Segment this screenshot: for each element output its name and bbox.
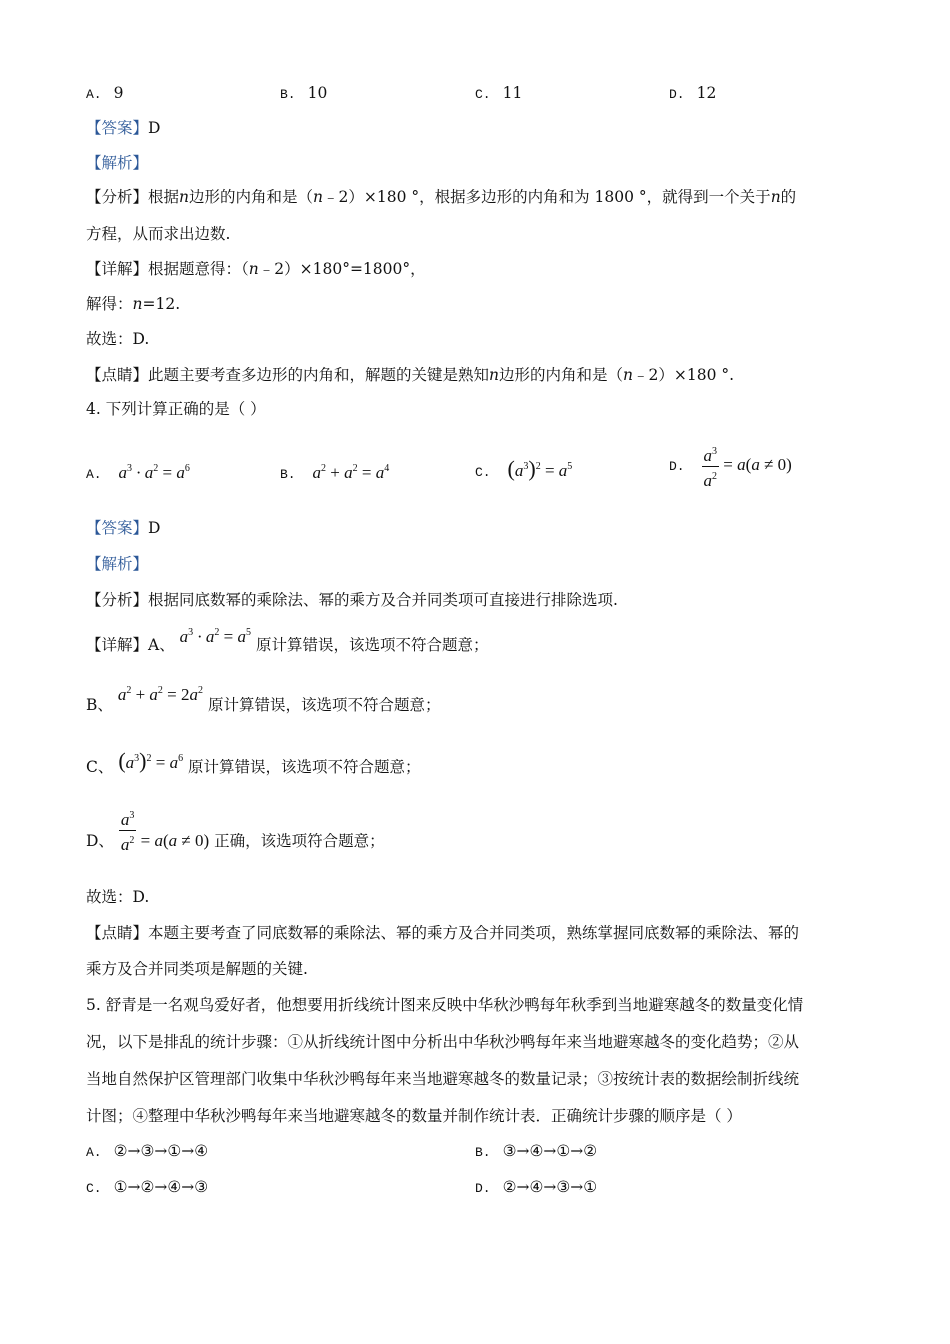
q5-option-c: C. ①→②→④→③ xyxy=(86,1178,209,1196)
q5-option-a: A. ②→③→①→④ xyxy=(86,1142,209,1160)
q3-analysis-heading: 【解析】 xyxy=(86,154,149,172)
q4-xiangjie-a: 【详解】A、 $a^3 \cdot a^2 = a^5$ 原计算错误，该选项不符合题意； xyxy=(86,627,489,654)
q4-dianjing: 【点睛】本题主要考查了同底数幂的乘除法、幂的乘方及合并同类项，熟练掌握同底数幂的乘除法、幂的 xyxy=(86,924,800,942)
q4-option-b: B. $a^2 + a^2 = a^4$ xyxy=(280,463,390,482)
q4-option-c: C. $(a^3)^2 = a^5$ xyxy=(475,456,573,481)
q3-option-c: C. 11 xyxy=(475,84,523,102)
q5-stem-2: 况，以下是排乱的统计步骤：①从折线统计图中分析出中华秋沙鸭每年来当地避寒越冬的变化趋势；②从 xyxy=(86,1033,800,1051)
q5-stem-4: 计图；④整理中华秋沙鸭每年来当地避寒越冬的数量并制作统计表．正确统计步骤的顺序是（ ） xyxy=(86,1107,742,1125)
q4-option-d-formula: $\frac{a^3}{a^2}$ = a(a ≠ 0) xyxy=(702,455,792,474)
q5-stem-3: 当地自然保护区管理部门收集中华秋沙鸭每年来当地避寒越冬的数量记录；③按统计表的数据绘制折线统 xyxy=(86,1070,800,1088)
q3-xiangjie: 【详解】根据题意得：（n﹣2）×180°=1800°， xyxy=(86,260,426,278)
q4-detail-c: C、 $(a^3)^2 = a^6$ 原计算错误，该选项不符合题意； xyxy=(86,748,421,776)
q4-option-d: D. $\frac{a^3}{a^2}$ = a(a ≠ 0) xyxy=(669,442,792,491)
q4-detail-b-formula: $a^2 + a^2 = 2a^2$ xyxy=(117,685,204,704)
q4-fenxi: 【分析】根据同底数幂的乘除法、幂的乘方及合并同类项可直接进行排除选项. xyxy=(86,591,618,609)
q3-fenxi: 【分析】根据n边形的内角和是（n﹣2）×180 °，根据多边形的内角和为 1800 °，就得到一个关于n的 xyxy=(86,188,797,206)
q4-detail-d-formula: $\frac{a^3}{a^2}$ = a(a ≠ 0) xyxy=(119,831,209,850)
q4-option-c-formula: $(a^3)^2 = a^5$ xyxy=(507,456,573,481)
q5-stem-1: 5. 舒青是一名观鸟爱好者，他想要用折线统计图来反映中华秋沙鸭每年秋季到当地避寒越冬的数量变化情 xyxy=(86,996,804,1014)
q5-option-b: B. ③→④→①→② xyxy=(475,1142,598,1160)
q5-option-d: D. ②→④→③→① xyxy=(475,1178,598,1196)
q4-detail-d: D、 $\frac{a^3}{a^2}$ = a(a ≠ 0) 正确，该选项符合题意； xyxy=(86,806,385,856)
q3-dianjing: 【点睛】此题主要考查多边形的内角和，解题的关键是熟知n边形的内角和是（n﹣2）×180 °. xyxy=(86,366,735,384)
q4-option-a: A. $a^3 \cdot a^2 = a^6$ xyxy=(86,463,190,482)
q4-stem: 4. 下列计算正确的是（ ） xyxy=(86,400,266,418)
q3-fenxi-cont: 方程，从而求出边数. xyxy=(86,225,231,243)
q4-option-a-formula: $a^3 \cdot a^2 = a^6$ xyxy=(118,463,190,482)
q3-option-a: A. 9 xyxy=(86,84,124,102)
q4-option-b-formula: $a^2 + a^2 = a^4$ xyxy=(312,463,390,482)
q4-answer: 【答案】D xyxy=(86,519,161,537)
q4-detail-b: B、 $a^2 + a^2 = 2a^2$ 原计算错误，该选项不符合题意； xyxy=(86,685,441,714)
q4-choose: 故选：D. xyxy=(86,888,150,906)
q3-solve: 解得：n=12. xyxy=(86,295,181,313)
q4-dianjing-cont: 乘方及合并同类项是解题的关键. xyxy=(86,960,308,978)
q4-detail-a-formula: $a^3 \cdot a^2 = a^5$ xyxy=(179,627,251,646)
q4-analysis-heading: 【解析】 xyxy=(86,555,149,573)
q4-detail-c-formula: $(a^3)^2 = a^6$ xyxy=(118,748,184,773)
q3-choose: 故选：D. xyxy=(86,330,150,348)
q3-option-b: B. 10 xyxy=(280,84,328,102)
q3-answer: 【答案】D xyxy=(86,119,161,137)
q3-option-d: D. 12 xyxy=(669,84,717,102)
